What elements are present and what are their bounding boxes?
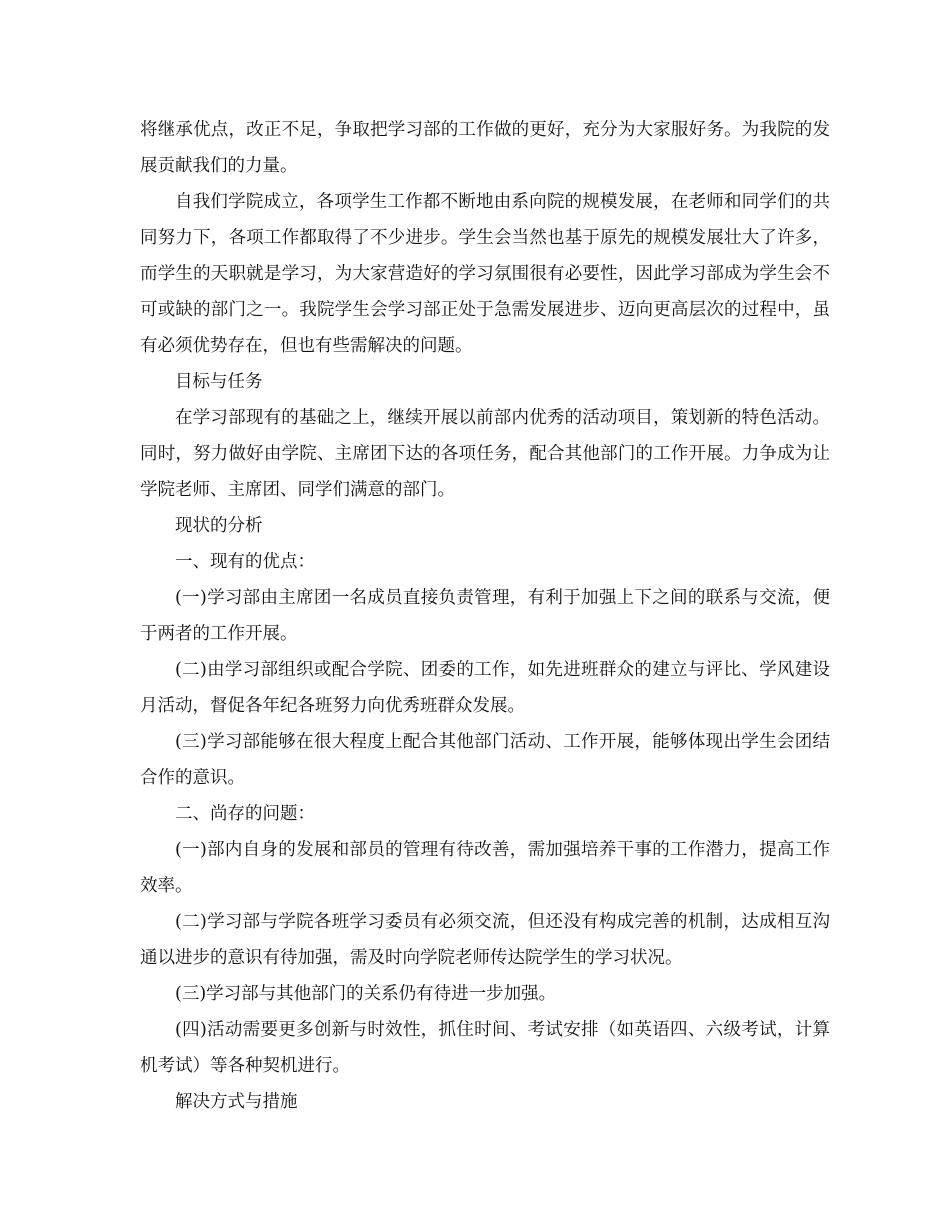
problem-item-2: (二)学习部与学院各班学习委员有必须交流，但还没有构成完善的机制，达成相互沟通以进步的意识有待加强，需及时向学院老师传达院学生的学习状况。 xyxy=(140,912,830,968)
paragraph-1: 将继承优点，改正不足，争取把学习部的工作做的更好，充分为大家服好务。为我院的发展贡献我们的力量。 xyxy=(140,120,830,176)
strength-item-3: (三)学习部能够在很大程度上配合其他部门活动、工作开展，能够体现出学生会团结合作的意识。 xyxy=(140,732,830,788)
paragraph-2: 自我们学院成立，各项学生工作都不断地由系向院的规模发展，在老师和同学们的共同努力下，各项工作都取得了不少进步。学生会当然也基于原先的规模发展壮大了许多，而学生的天职就是学习，为大家营造好的学习氛围很有必要性，因此学习部成为学生会不可或缺的部门之一。我院学生会学习部正处于急需发展进步、迈向更高层次的过程中，虽有必须优势存在，但也有些需解决的问题。 xyxy=(140,192,830,356)
strength-item-1: (一)学习部由主席团一名成员直接负责管理，有利于加强上下之间的联系与交流，便于两者的工作开展。 xyxy=(140,588,830,644)
heading-solutions: 解决方式与措施 xyxy=(175,1092,298,1112)
problem-item-4: (四)活动需要更多创新与时效性，抓住时间、考试安排（如英语四、六级考试，计算机考试）等各种契机进行。 xyxy=(140,1020,830,1076)
heading-goals: 目标与任务 xyxy=(175,372,263,392)
problem-item-1: (一)部内自身的发展和部员的管理有待改善，需加强培养干事的工作潜力，提高工作效率。 xyxy=(140,840,830,896)
subheading-strengths: 一、现有的优点： xyxy=(175,552,315,572)
document-body xyxy=(140,112,830,1120)
heading-analysis: 现状的分析 xyxy=(175,516,263,536)
subheading-problems: 二、尚存的问题： xyxy=(175,804,315,824)
strength-item-2: (二)由学习部组织或配合学院、团委的工作，如先进班群众的建立与评比、学风建设月活动，督促各年纪各班努力向优秀班群众发展。 xyxy=(140,660,830,716)
problem-item-3: (三)学习部与其他部门的关系仍有待进一步加强。 xyxy=(175,984,557,1004)
paragraph-goals: 在学习部现有的基础之上，继续开展以前部内优秀的活动项目，策划新的特色活动。同时，努力做好由学院、主席团下达的各项任务，配合其他部门的工作开展。力争成为让学院老师、主席团、同学们满意的部门。 xyxy=(140,408,830,500)
